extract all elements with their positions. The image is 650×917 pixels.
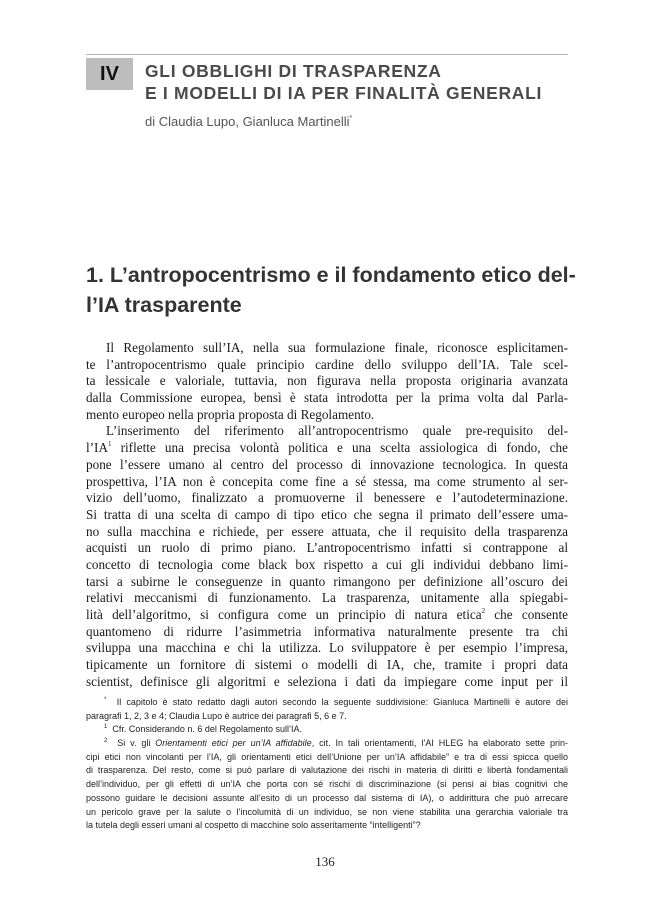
section-title <box>86 260 576 320</box>
body-line: quantomeno di ridurre l’asimmetria informativa naturalmente presente tra chi <box>86 623 568 639</box>
footnote-2-line: possono guidare le decisioni assunte all’esito di un processo dal sistema di IA), o addirittura che può arrecare <box>86 792 568 803</box>
body-text <box>86 340 568 690</box>
section-title-line-2: l’IA trasparente <box>86 293 242 317</box>
body-line: acquisti un ruolo di primo piano. L’antropocentrismo infatti si contrappone al <box>86 540 568 556</box>
body-line <box>86 607 568 624</box>
body-line: pone l’essere umano al centro del processo di innovazione tecnologica. In questa <box>86 456 568 472</box>
body-line: te l’antropocentrismo quale principio cardine dello sviluppo dell’IA. Tale scel- <box>86 356 568 372</box>
footnote-star-mark: * <box>104 697 107 703</box>
chapter-number-badge: IV <box>86 58 133 90</box>
chapter-title-line-1: GLI OBBLIGHI DI TRASPARENZA <box>145 61 442 81</box>
body-fragment: l’IA <box>86 440 108 456</box>
body-line: tipicamente un fornitore di sistemi o modelli di IA, che, tramite i propri data <box>86 657 568 673</box>
footnote-2-line: cipi etici non vincolanti per l’IA, gli orientamenti etici dell’Unione per un’IA affidabile” e tra di essi spicca quello <box>86 751 568 762</box>
footnote-text: , cit. In tali orientamenti, l’AI HLEG ha elaborato sette prin- <box>311 738 568 749</box>
body-line: relativi meccanismi di funzionamento. La trasparenza, unitamente alla spiegabi- <box>86 590 568 606</box>
footnote-text: Si v. gli <box>117 738 156 749</box>
body-fragment: che consente <box>485 607 568 622</box>
body-line: sviluppa una macchina e chi la utilizza. Lo sviluppatore è per esempio l’impresa, <box>86 640 568 656</box>
body-line: prospettiva, l’IA non è concepita come fine a sé stessa, ma come strumento al ser- <box>86 473 568 489</box>
body-line: dalla Commissione europea, bensì è stata introdotta per la prima volta dal Parla- <box>86 390 568 406</box>
footnote-star-line-2: paragrafi 1, 2, 3 e 4; Claudia Lupo è autrice dei paragrafi 5, 6 e 7. <box>86 710 347 721</box>
authors-text: di Claudia Lupo, Gianluca Martinelli <box>145 114 350 129</box>
body-line: concetto di tecnologia come black box rispetto a cui gli individui debbano limi- <box>86 556 568 572</box>
body-line: vizio dell’uomo, finalizzato a promuoverne il benessere e l’autodeterminazione. <box>86 490 568 506</box>
body-fragment: lità dell’algoritmo, si configura come un principio di natura etica <box>86 607 482 622</box>
body-line: no sulla macchina e richiede, per essere attuata, che il requisito della trasparenza <box>86 523 568 539</box>
body-fragment: riflette una precisa volontà politica e una scelta assiologica di fondo, che <box>111 440 568 456</box>
body-line: ta lessicale e valoriale, tuttavia, non figurava nella proposta originaria avanzata <box>86 373 568 389</box>
footnote-text: Cfr. Considerando n. 6 del Regolamento sull’IA. <box>112 724 302 735</box>
footnote-citation-title: Orientamenti etici per un’IA affidabile <box>155 738 312 749</box>
footnote-ref-2[interactable]: 2 <box>481 607 486 615</box>
body-line: Si tratta di una scelta di campo di tipo etico che segna il primato dell’essere uma- <box>86 506 568 522</box>
footnote-1-mark: 1 <box>104 724 108 731</box>
footnote-2-line: dell’individuo, per gli effetti di un’IA che porta con sé rischi di discriminazione (si pensi ai bias cognitivi che <box>86 779 568 790</box>
footnote-2-line: la tutela degli esseri umani al cospetto di macchine solo asseritamente “intelligenti”? <box>86 820 421 831</box>
footnote-text: Il capitolo è stato redatto dagli autori secondo la seguente suddivisione: Gianluca Martinelli è autore dei <box>116 697 568 707</box>
body-line: tarsi a subirne le conseguenze in quanto rimangono per definizione all’oscuro dei <box>86 573 568 589</box>
footnote-2-line-1 <box>86 737 568 751</box>
header-rule <box>86 54 568 55</box>
body-line <box>86 440 568 457</box>
footnote-1 <box>86 723 568 737</box>
chapter-authors <box>145 114 352 129</box>
body-line: Il Regolamento sull’IA, nella sua formulazione finale, riconosce esplicitamen- <box>106 340 568 355</box>
authors-footnote-mark[interactable]: * <box>349 115 353 122</box>
footnote-2-line: un pericolo grave per la salute o l’incolumità di un individuo, se non viene stabilita una gerarchia valoriale tra <box>86 806 568 817</box>
footnotes <box>86 696 568 833</box>
footnote-2-line: di trasparenza. Del resto, come si può parlare di valutazione dei rischi in materia di diritti e libertà fondamentali <box>86 765 568 776</box>
body-line: scientist, definisce gli algoritmi e seleziona i dati da impiegare come input per il <box>86 673 568 689</box>
footnote-star-line-1 <box>86 696 568 710</box>
chapter-title-line-2: E I MODELLI DI IA PER FINALITÀ GENERALI <box>145 83 543 103</box>
section-title-line-1: 1. L’antropocentrismo e il fondamento etico del- <box>86 263 576 287</box>
page-number: 136 <box>315 854 335 869</box>
footnote-2-mark: 2 <box>104 738 108 745</box>
body-line: mento europeo nella propria proposta di Regolamento. <box>86 406 375 422</box>
chapter-title <box>145 60 575 104</box>
body-line: L’inserimento del riferimento all’antropocentrismo quale pre-requisito del- <box>106 423 568 439</box>
footnote-ref-1[interactable]: 1 <box>107 440 112 449</box>
